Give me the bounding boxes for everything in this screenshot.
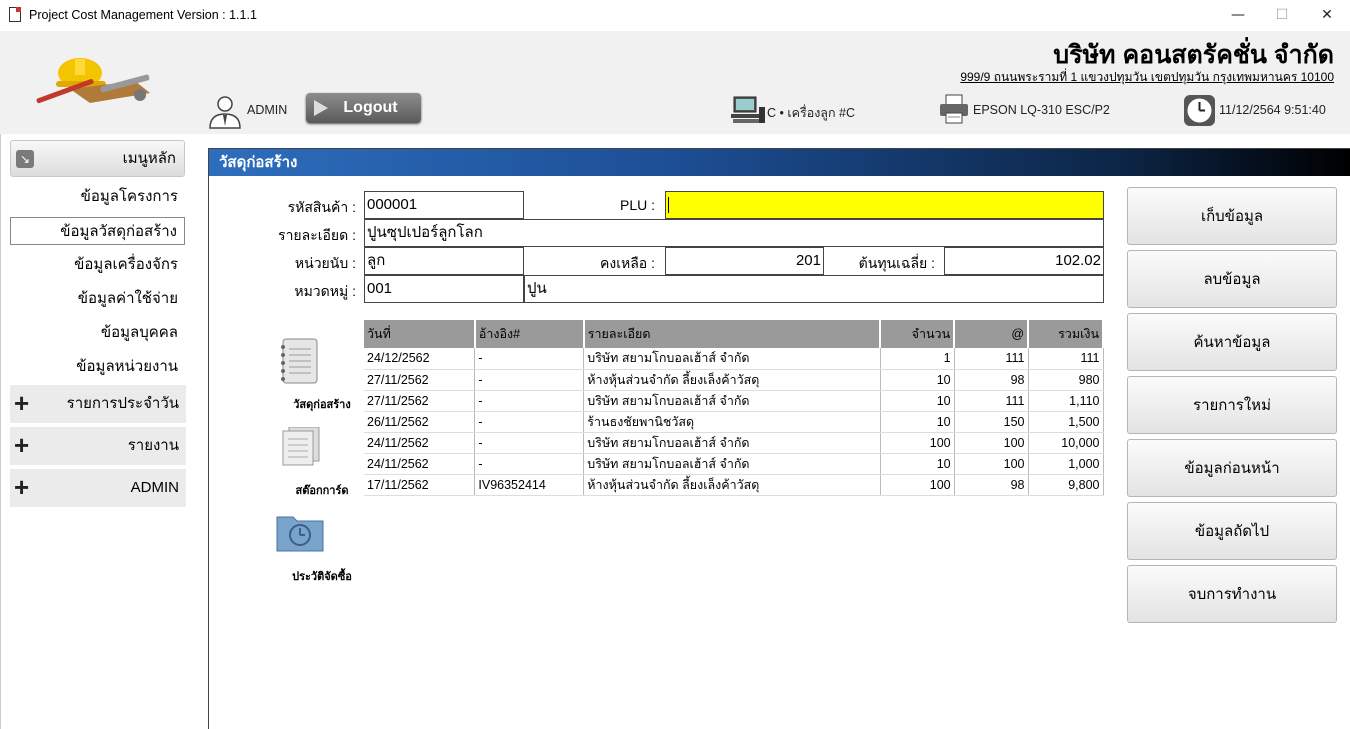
clock-icon [1184, 95, 1215, 126]
document-icon[interactable] [279, 427, 323, 467]
cell-total: 1,110 [1028, 390, 1103, 411]
sidebar-group-admin[interactable] [10, 469, 186, 507]
remain-label: คงเหลือ : [600, 255, 655, 271]
plus-icon: + [14, 388, 30, 418]
table-row[interactable] [364, 411, 1103, 432]
sidebar-group-reports[interactable] [10, 427, 186, 465]
cell-price: 111 [954, 348, 1028, 369]
user-icon [207, 93, 243, 129]
sidebar-group-label: รายการประจำวัน [66, 395, 179, 412]
cell-date: 17/11/2562 [364, 474, 475, 495]
previous-button[interactable]: ข้อมูลก่อนหน้า [1127, 439, 1337, 497]
cell-qty: 1 [880, 348, 954, 369]
save-button[interactable]: เก็บข้อมูล [1127, 187, 1337, 245]
cell-total: 10,000 [1028, 432, 1103, 453]
delete-button[interactable]: ลบข้อมูล [1127, 250, 1337, 308]
current-user: ADMIN [247, 103, 288, 117]
header [0, 31, 1350, 134]
col-date[interactable]: วันที่ [364, 320, 475, 348]
sidebar-group-daily[interactable] [10, 385, 186, 423]
cell-date: 24/11/2562 [364, 432, 475, 453]
cell-qty: 10 [880, 453, 954, 474]
materials-link[interactable]: วัสดุก่อสร้าง [293, 399, 351, 411]
table-row[interactable] [364, 390, 1103, 411]
cell-qty: 10 [880, 411, 954, 432]
sidebar-item-projects[interactable]: ข้อมูลโครงการ [80, 188, 178, 205]
cell-date: 24/12/2562 [364, 348, 475, 369]
datetime: 11/12/2564 9:51:40 [1219, 103, 1326, 117]
plus-icon: + [14, 472, 30, 502]
code-field[interactable]: 000001 [364, 191, 524, 219]
table-row[interactable] [364, 348, 1103, 369]
cell-price: 98 [954, 474, 1028, 495]
cell-date: 26/11/2562 [364, 411, 475, 432]
cell-detail: ร้านธงชัยพานิชวัสดุ [584, 411, 880, 432]
purchase-history-link[interactable]: ประวัติจัดซื้อ [292, 571, 352, 583]
cell-detail: บริษัท สยามโกบอลเฮ้าส์ จำกัด [584, 348, 880, 369]
sidebar [0, 134, 200, 729]
logout-button[interactable]: Logout [306, 93, 421, 123]
title-bar [0, 0, 1350, 31]
cell-total: 980 [1028, 369, 1103, 390]
col-detail[interactable]: รายละเอียด [584, 320, 880, 348]
printer-name: EPSON LQ-310 ESC/P2 [973, 103, 1110, 117]
construction-logo-icon [30, 51, 170, 113]
avgcost-field[interactable]: 102.02 [944, 247, 1104, 275]
computer-icon [731, 95, 765, 125]
minimize-button[interactable]: — [1231, 7, 1245, 23]
printer-icon [938, 93, 970, 125]
cell-ref: - [475, 390, 584, 411]
content-panel [208, 148, 1350, 729]
cell-total: 1,500 [1028, 411, 1103, 432]
cell-total: 1,000 [1028, 453, 1103, 474]
table-row[interactable] [364, 432, 1103, 453]
col-qty[interactable]: จำนวน [880, 320, 954, 348]
cell-date: 27/11/2562 [364, 390, 475, 411]
cell-ref: - [475, 348, 584, 369]
close-button[interactable]: ✕ [1321, 7, 1333, 23]
cell-ref: - [475, 432, 584, 453]
unit-field[interactable]: ลูก [364, 247, 524, 275]
detail-label: รายละเอียด : [278, 227, 356, 243]
cell-price: 150 [954, 411, 1028, 432]
cell-ref: - [475, 453, 584, 474]
content-title: วัสดุก่อสร้าง [209, 149, 1350, 176]
table-row[interactable] [364, 369, 1103, 390]
cell-date: 24/11/2562 [364, 453, 475, 474]
cell-detail: บริษัท สยามโกบอลเฮ้าส์ จำกัด [584, 453, 880, 474]
cell-total: 9,800 [1028, 474, 1103, 495]
table-header-row [364, 320, 1103, 348]
plu-label: PLU : [619, 197, 655, 213]
maximize-button[interactable]: ☐ [1275, 7, 1289, 23]
cell-price: 111 [954, 390, 1028, 411]
cell-ref: - [475, 369, 584, 390]
sidebar-item-persons[interactable]: ข้อมูลบุคคล [100, 324, 178, 341]
clock-folder-icon[interactable] [275, 511, 325, 553]
cell-detail: บริษัท สยามโกบอลเฮ้าส์ จำกัด [584, 390, 880, 411]
cell-ref: IV96352414 [475, 474, 584, 495]
cell-price: 100 [954, 453, 1028, 474]
col-price[interactable]: @ [954, 320, 1028, 348]
cell-ref: - [475, 411, 584, 432]
detail-field[interactable]: ปูนซุปเปอร์ลูกโลก [364, 219, 1104, 247]
text-cursor [668, 197, 669, 213]
cell-qty: 100 [880, 474, 954, 495]
remain-field[interactable]: 201 [665, 247, 824, 275]
cell-detail: ห้างหุ้นส่วนจำกัด ลี้ยงเล็งค้าวัสดุ [584, 369, 880, 390]
category-label: หมวดหมู่ : [294, 283, 356, 299]
search-button[interactable]: ค้นหาข้อมูล [1127, 313, 1337, 371]
sidebar-group-label: ADMIN [130, 479, 179, 496]
cell-qty: 100 [880, 432, 954, 453]
category-name-field[interactable]: ปูน [524, 275, 1104, 303]
cell-price: 100 [954, 432, 1028, 453]
cell-date: 27/11/2562 [364, 369, 475, 390]
cell-detail: ห้างหุ้นส่วนจำกัด ลี้ยงเล็งค้าวัสดุ [584, 474, 880, 495]
main-menu-button[interactable] [10, 140, 185, 177]
category-code-field[interactable]: 001 [364, 275, 524, 303]
cell-qty: 10 [880, 369, 954, 390]
new-item-button[interactable]: รายการใหม่ [1127, 376, 1337, 434]
computer-name: C • เครื่องลูก #C [767, 106, 855, 120]
sidebar-group-label: รายงาน [127, 437, 179, 454]
app-icon [9, 7, 21, 22]
cell-total: 111 [1028, 348, 1103, 369]
cell-qty: 10 [880, 390, 954, 411]
main-menu-label: เมนูหลัก [122, 150, 176, 167]
cell-price: 98 [954, 369, 1028, 390]
transaction-table [364, 320, 1104, 496]
stock-card-link[interactable]: สต๊อกการ์ด [295, 485, 349, 497]
sidebar-item-expenses[interactable]: ข้อมูลค่าใช้จ่าย [77, 290, 178, 307]
company-name: บริษัท คอนสตรัคชั่น จำกัด [1053, 41, 1334, 69]
arrow-down-right-icon: ↘ [16, 150, 34, 168]
next-button[interactable]: ข้อมูลถัดไป [1127, 502, 1337, 560]
avgcost-label: ต้นทุนเฉลี่ย : [858, 255, 935, 271]
sidebar-item-machinery[interactable]: ข้อมูลเครื่องจักร [74, 256, 178, 273]
sidebar-item-departments[interactable]: ข้อมูลหน่วยงาน [76, 358, 178, 375]
sidebar-item-materials[interactable]: ข้อมูลวัสดุก่อสร้าง [10, 217, 185, 245]
table-row[interactable] [364, 453, 1103, 474]
company-address: 999/9 ถนนพระรามที่ 1 แขวงปทุมวัน เขตปทุมวัน กรุงเทพมหานคร 10100 [960, 70, 1334, 84]
table-row[interactable] [364, 474, 1103, 495]
plu-field[interactable] [665, 191, 1104, 219]
exit-button[interactable]: จบการทำงาน [1127, 565, 1337, 623]
col-ref[interactable]: อ้างอิง# [475, 320, 584, 348]
col-total[interactable]: รวมเงิน [1028, 320, 1103, 348]
code-label: รหัสสินค้า : [287, 199, 356, 215]
unit-label: หน่วยนับ : [294, 255, 356, 271]
cell-detail: บริษัท สยามโกบอลเฮ้าส์ จำกัด [584, 432, 880, 453]
window-title: Project Cost Management Version : 1.1.1 [29, 8, 257, 22]
notebook-icon[interactable] [277, 337, 321, 385]
plus-icon: + [14, 430, 30, 460]
